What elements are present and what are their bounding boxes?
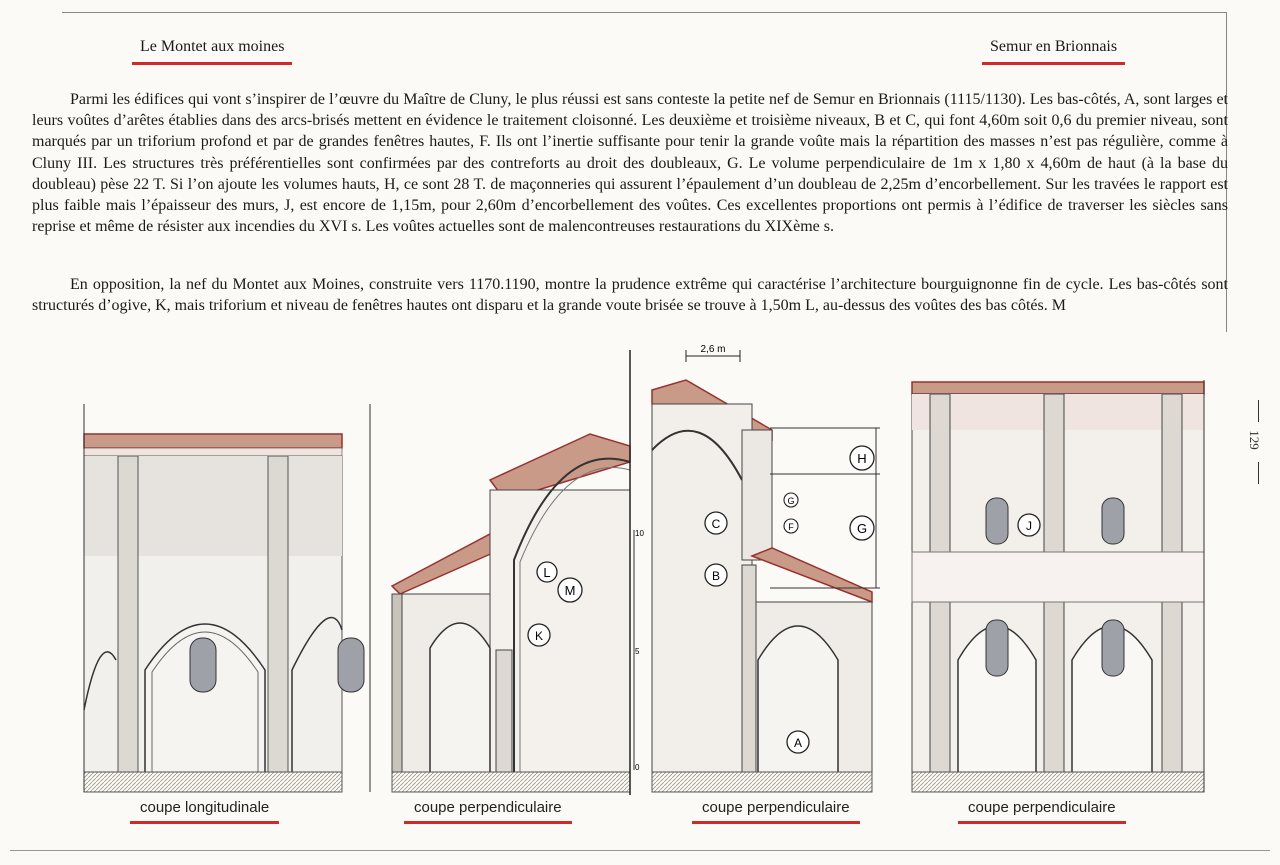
caption-underline <box>404 821 572 824</box>
caption-text: coupe longitudinale <box>140 799 270 816</box>
svg-text:M: M <box>564 583 576 598</box>
scale-tick-0: 0 <box>635 763 640 772</box>
heading-semur-text: Semur en Brionnais <box>990 38 1118 55</box>
svg-text:G: G <box>856 521 868 536</box>
drawing-coupe-perpendiculaire-montet <box>392 434 644 792</box>
svg-text:L: L <box>543 565 551 580</box>
heading-le-montet <box>140 38 284 59</box>
marker-H <box>850 446 874 470</box>
dimension-label: 2,6 m <box>700 344 726 355</box>
caption-text: coupe perpendiculaire <box>414 799 562 816</box>
drawing-coupe-perpendiculaire-semur <box>652 344 880 792</box>
caption-coupe-longitudinale <box>140 799 269 816</box>
drawing-coupe-longitudinale <box>84 404 370 792</box>
marker-J <box>1018 514 1040 536</box>
svg-text:J: J <box>1026 519 1032 533</box>
caption-coupe-perpendiculaire-3 <box>968 799 1116 816</box>
caption-text: coupe perpendiculaire <box>968 799 1116 816</box>
caption-text: coupe perpendiculaire <box>702 799 850 816</box>
caption-underline <box>958 821 1126 824</box>
page-number-text: 129 <box>1246 430 1262 450</box>
marker-G-small <box>784 493 798 507</box>
heading-le-montet-text: Le Montet aux moines <box>140 38 285 55</box>
svg-text:H: H <box>857 451 867 466</box>
paragraph-montet: En opposition, la nef du Montet aux Moines, construite vers 1170.1190, montre la prudence extrême qui caractérise l’architecture bourguignonne fin de cycle. Les bas-côtés sont structurés d’ogive, K, mais triforium et niveau de fenêtres hautes ont disparu et la grande voute brisée se trouve à 1,50m L, au-dessus des voûtes des bas côtés. M <box>32 276 1228 315</box>
svg-text:B: B <box>711 569 721 583</box>
architectural-drawings <box>0 330 1280 800</box>
marker-L <box>537 562 557 582</box>
marker-C <box>705 512 727 534</box>
caption-coupe-perpendiculaire-1 <box>414 799 562 816</box>
svg-text:F: F <box>788 522 794 532</box>
marker-M <box>558 578 582 602</box>
svg-text:G: G <box>787 496 795 506</box>
heading-semur <box>990 38 1117 59</box>
marker-B <box>705 564 727 586</box>
frame-bottom-rule <box>10 850 1270 851</box>
heading-underline <box>982 62 1125 65</box>
svg-text:K: K <box>534 629 544 643</box>
svg-text:A: A <box>793 736 803 750</box>
marker-G-large <box>850 516 874 540</box>
scale-tick-5: 5 <box>635 647 640 656</box>
heading-underline <box>132 62 292 65</box>
frame-top-rule <box>62 12 1226 13</box>
marker-K <box>528 624 550 646</box>
scale-tick-10: 10 <box>635 529 644 538</box>
paragraph-semur: Parmi les édifices qui vont s’inspirer de l’œuvre du Maître de Cluny, le plus réussi est sans conteste la petite nef de Semur en Brionnais (1115/1130). Les bas-côtés, A, sont larges et leurs voûtes d’arêtes établies dans des arcs-brisés mettent en évidence le traitement cloisonné. Les deuxième et troisième niveaux, B et C, qui font 4,60m soit 0,6 du premier niveau, sont marqués par un triforium profond et par de grandes fenêtres hautes, F. Ils ont l’inertie suffisante pour tenir la grande voûte mais la répartition des masses n’est pas régulière, comme à Cluny III. Les structures très préférentielles sont confirmées par des contreforts au droit des doubleaux, G. Le volume perpendiculaire de 1m x 1,80 x 4,60m de haut (à la base du doubleau) pèse 22 T. Si l’on ajoute les volumes hauts, H, ce sont 28 T. de maçonneries qui assurent l’épaulement d’un doubleau de 2,25m d’encorbellement. Sur les travées le rapport est plus faible mais l’épaisseur des murs, J, est encore de 1,15m, pour 2,60m d’encorbellement des voûtes. Ces excellentes proportions ont permis à l’édifice de traverser les siècles sans reprise et même de résister aux incendies du XVI s. Les voûtes actuelles sont de malencontreuses restaurations du XIXème s. <box>32 91 1228 236</box>
marker-F <box>784 519 798 533</box>
svg-text:C: C <box>711 517 721 531</box>
caption-underline <box>692 821 860 824</box>
drawing-coupe-perpendiculaire-elevation <box>912 380 1204 792</box>
caption-coupe-perpendiculaire-2 <box>702 799 850 816</box>
marker-A <box>787 731 809 753</box>
caption-underline <box>130 821 279 824</box>
